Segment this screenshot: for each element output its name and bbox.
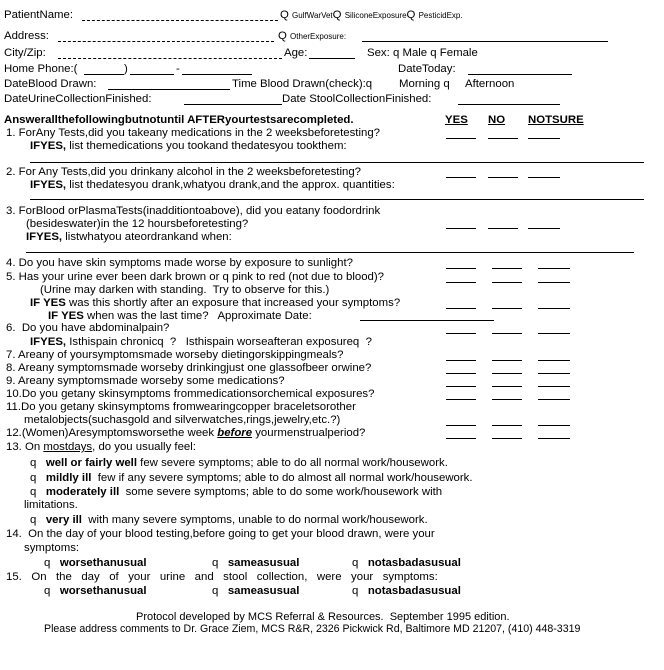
question-14-cont: symptoms: [24, 542, 80, 554]
q5-if-yes: IF YES [30, 297, 66, 309]
q12-pre: 12.(Women)Aresymptomsworsethe week [6, 427, 218, 439]
footer-protocol: Protocol developed by MCS Referral & Resources. September 1995 edition. [136, 611, 510, 623]
q5b-no[interactable] [492, 308, 522, 309]
address-label: Address: [4, 30, 49, 42]
q14-worse-box[interactable]: q [44, 557, 51, 569]
q14-opt-same[interactable] [212, 557, 299, 570]
q5-followup [30, 297, 400, 310]
q13-option-3-cont: limitations. [24, 499, 78, 511]
patient-name-field[interactable] [82, 20, 278, 21]
date-blood-label: DateBlood Drawn: [4, 78, 97, 90]
city-zip-field[interactable] [58, 58, 282, 59]
q8-yes[interactable] [446, 373, 476, 374]
q6-followup [30, 336, 372, 349]
q11-no[interactable] [492, 425, 522, 426]
q8-no[interactable] [492, 373, 522, 374]
q6-not-sure[interactable] [538, 333, 570, 334]
q7-not-sure[interactable] [538, 360, 570, 361]
age-field[interactable] [309, 58, 355, 59]
q13-opt1-label: well or fairly well [45, 457, 138, 469]
col-no: NO [488, 114, 506, 126]
stool-date-field[interactable] [458, 104, 560, 105]
q13-opt3-text: some severe symptoms; able to do some work/housework with [119, 486, 443, 498]
q13-opt4-box[interactable]: q [30, 514, 37, 526]
q1-yes[interactable] [446, 138, 476, 139]
q3-if-text: listwhatyou ateordrankand when: [62, 231, 232, 243]
q13-opt4-text: with many severe symptoms, unable to do normal work/housework. [81, 514, 428, 526]
question-8: 8. Areany symptomsmade worseby drinkingjust one glassofbeer orwine? [6, 362, 372, 374]
silicone-checkbox[interactable]: Q [332, 9, 342, 21]
q15-notbad-label: notasbadasusual [367, 585, 461, 597]
q13-option-2[interactable] [30, 472, 473, 485]
q15-worse-box[interactable]: q [44, 585, 51, 597]
q14-notbad-box[interactable]: q [352, 557, 359, 569]
q5b-not-sure[interactable] [538, 308, 570, 309]
q3-followup [26, 231, 232, 244]
q1-followup [30, 140, 347, 153]
q13-opt2-text: few if any severe symptoms; able to do almost all normal work/housework. [91, 472, 473, 484]
q3-answer-line[interactable] [26, 252, 634, 253]
q2-if-text: list thedatesyou drank,whatyou drank,and the approx. quantities: [66, 179, 395, 191]
q1-answer-line[interactable] [30, 162, 644, 163]
question-7: 7. Areany of yoursymptomsmade worseby dietingorskippingmeals? [6, 349, 344, 361]
question-4: 4. Do you have skin symptoms made worse by exposure to sunlight? [6, 257, 353, 269]
question-2: 2. For Any Tests,did you drinkany alcohol in the 2 weeksbeforetesting? [6, 166, 362, 178]
q9-not-sure[interactable] [538, 386, 570, 387]
q11-yes[interactable] [446, 425, 476, 426]
q10-not-sure[interactable] [538, 399, 570, 400]
afternoon-option[interactable]: Afternoon [465, 78, 515, 90]
time-blood-label: Time Blood Drawn(check):q [232, 78, 373, 90]
q15-opt-same[interactable] [212, 585, 299, 598]
q5-approx-date-field[interactable] [360, 320, 494, 321]
q10-yes[interactable] [446, 399, 476, 400]
q2-yes[interactable] [446, 177, 476, 178]
q12-no[interactable] [492, 438, 522, 439]
q2-answer-line[interactable] [30, 199, 644, 200]
q2-followup [30, 179, 395, 192]
q15-notbad-box[interactable]: q [352, 585, 359, 597]
silicone-label: SiliconeExposure [344, 11, 407, 20]
q6-if-yes: IFYES, [30, 336, 67, 348]
q5-when-text: when was the last time? Approximate Date: [83, 310, 312, 322]
q4-yes[interactable] [446, 268, 476, 269]
date-today-label: DateToday: [398, 63, 456, 75]
exposure-options [280, 9, 463, 22]
q5-note: (Urine may darken with standing. Try to observe for this.) [40, 284, 330, 296]
stool-date-label: Date StoolCollectionFinished: [282, 93, 432, 105]
q7-yes[interactable] [446, 360, 476, 361]
q6-yes[interactable] [446, 333, 476, 334]
q3-yes[interactable] [446, 228, 476, 229]
q13-opt2-box[interactable]: q [30, 472, 37, 484]
other-exposure-checkbox[interactable]: Q [278, 30, 287, 42]
question-11-cont: metalobjects(suchasgold and silverwatches,rings,jewelry,etc.?) [24, 414, 341, 426]
date-today-field[interactable] [468, 74, 572, 75]
gulf-war-checkbox[interactable]: Q [280, 9, 289, 21]
q14-opt-worse[interactable] [44, 557, 147, 570]
q13-option-3[interactable] [30, 486, 442, 499]
q11-not-sure[interactable] [538, 425, 570, 426]
q12-yes[interactable] [446, 438, 476, 439]
q5b-yes[interactable] [446, 308, 476, 309]
q1-no[interactable] [488, 138, 518, 139]
phone-prefix-field[interactable] [130, 74, 174, 75]
question-13 [6, 441, 196, 454]
question-12 [6, 427, 365, 440]
q12-post: yourmenstrualperiod? [252, 427, 366, 439]
question-3: 3. ForBlood orPlasmaTests(inadditiontoabove), did you eatany foodordrink [6, 205, 381, 217]
col-yes: YES [445, 114, 468, 126]
q7-no[interactable] [492, 360, 522, 361]
question-6: 6. Do you have abdominalpain? [6, 322, 170, 334]
q1-not-sure[interactable] [528, 138, 560, 139]
pesticide-checkbox[interactable]: Q [406, 9, 416, 21]
gulf-war-label: GulfWarVet [292, 11, 333, 20]
q12-not-sure[interactable] [538, 438, 570, 439]
phone-dash: - [176, 63, 180, 75]
q13-opt4-label: very ill [45, 514, 82, 526]
q13-opt1-text: few severe symptoms; able to do all normal work/housework. [137, 457, 448, 469]
q5-no[interactable] [492, 282, 522, 283]
phone-area-field[interactable] [84, 74, 124, 75]
q5-when-label: IF YES [48, 310, 84, 322]
other-exposure-label: OtherExposure: [290, 32, 347, 41]
q13-pre: 13. On [6, 441, 44, 453]
q13-post: , do you usually feel: [92, 441, 196, 453]
q6-no[interactable] [492, 333, 522, 334]
q9-yes[interactable] [446, 386, 476, 387]
q12-emphasis: before [217, 427, 253, 439]
q15-worse-label: worsethanusual [59, 585, 147, 597]
q13-opt3-box[interactable]: q [30, 486, 37, 498]
q15-opt-worse[interactable] [44, 585, 147, 598]
phone-number-field[interactable] [182, 74, 252, 75]
q15-opt-notbad[interactable] [352, 585, 461, 598]
q13-opt3-label: moderately ill [45, 486, 120, 498]
q14-opt-notbad[interactable] [352, 557, 461, 570]
q5-yes[interactable] [446, 282, 476, 283]
q14-same-label: sameasusual [227, 557, 300, 569]
q14-worse-label: worsethanusual [59, 557, 147, 569]
q2-not-sure[interactable] [528, 177, 560, 178]
q6-if-text: Isthispain chronicq ? Isthispain worseafteran exposureq ? [66, 336, 372, 348]
other-exposure-row [278, 30, 346, 43]
question-10: 10.Do you getany skinsymptoms frommedicationsorchemical exposures? [6, 388, 375, 400]
q5-not-sure[interactable] [538, 282, 570, 283]
home-phone-label: Home Phone:( [4, 63, 78, 75]
patient-name-row [4, 9, 73, 22]
q5-if-text: was this shortly after an exposure that increased your symptoms? [65, 297, 401, 309]
morning-option[interactable]: Morning q [399, 78, 450, 90]
q3-if-yes: IFYES, [26, 231, 63, 243]
q14-same-box[interactable]: q [212, 557, 219, 569]
question-14: 14. On the day of your blood testing,before going to get your blood drawn, were your [6, 528, 435, 540]
q8-not-sure[interactable] [538, 373, 570, 374]
q4-no[interactable] [492, 268, 522, 269]
q13-opt2-label: mildly ill [45, 472, 92, 484]
question-3-cont: (besideswater)in the 12 hoursbeforetesting? [26, 218, 249, 230]
patient-name-label: PatientName: [4, 9, 74, 21]
q13-option-1[interactable] [30, 457, 448, 470]
q9-no[interactable] [492, 386, 522, 387]
question-1: 1. ForAny Tests,did you takeany medications in the 2 weeksbeforetesting? [6, 127, 380, 139]
q3-not-sure[interactable] [528, 228, 560, 229]
pesticide-label: PesticidExp. [418, 11, 463, 20]
q13-option-4[interactable] [30, 514, 428, 527]
q13-opt1-box[interactable]: q [30, 457, 37, 469]
urine-date-field[interactable] [184, 104, 282, 105]
q4-not-sure[interactable] [538, 268, 570, 269]
q10-no[interactable] [492, 399, 522, 400]
q14-notbad-label: notasbadasusual [367, 557, 461, 569]
question-9: 9. Areany symptomsmade worseby some medications? [6, 375, 285, 387]
urine-date-label: DateUrineCollectionFinished: [4, 93, 152, 105]
q15-same-box[interactable]: q [212, 585, 219, 597]
question-15: 15. On the day of your urine and stool collection, were your symptoms: [6, 571, 438, 583]
instructions: Answerallthefollowingbutnotuntil AFTERyourtestsarecompleted. [4, 114, 354, 126]
question-11: 11.Do you getany skinsymptoms fromwearingcopper braceletsorother [6, 401, 356, 413]
sex-options[interactable]: Sex: q Male q Female [367, 47, 478, 59]
q13-mostdays: mostdays [43, 441, 93, 453]
question-5: 5. Has your urine ever been dark brown or q pink to red (not due to blood)? [6, 271, 385, 283]
city-zip-label: City/Zip: [4, 47, 46, 59]
age-label: Age: [284, 47, 308, 59]
q15-same-label: sameasusual [227, 585, 300, 597]
q2-if-yes: IFYES, [30, 179, 67, 191]
col-not-sure: NOTSURE [528, 114, 584, 126]
q1-if-yes: IFYES, [30, 140, 67, 152]
date-blood-field[interactable] [108, 89, 230, 90]
other-exposure-field[interactable] [362, 41, 608, 42]
footer-contact: Please address comments to Dr. Grace Ziem, MCS R&R, 2326 Pickwick Rd, Baltimore MD 21207, (410) 448-3319 [44, 623, 581, 635]
q3-no[interactable] [488, 228, 518, 229]
q1-if-text: list themedications you tookand thedatesyou tookthem: [66, 140, 347, 152]
q2-no[interactable] [488, 177, 518, 178]
address-field[interactable] [58, 41, 274, 42]
phone-paren: ) [124, 63, 128, 75]
